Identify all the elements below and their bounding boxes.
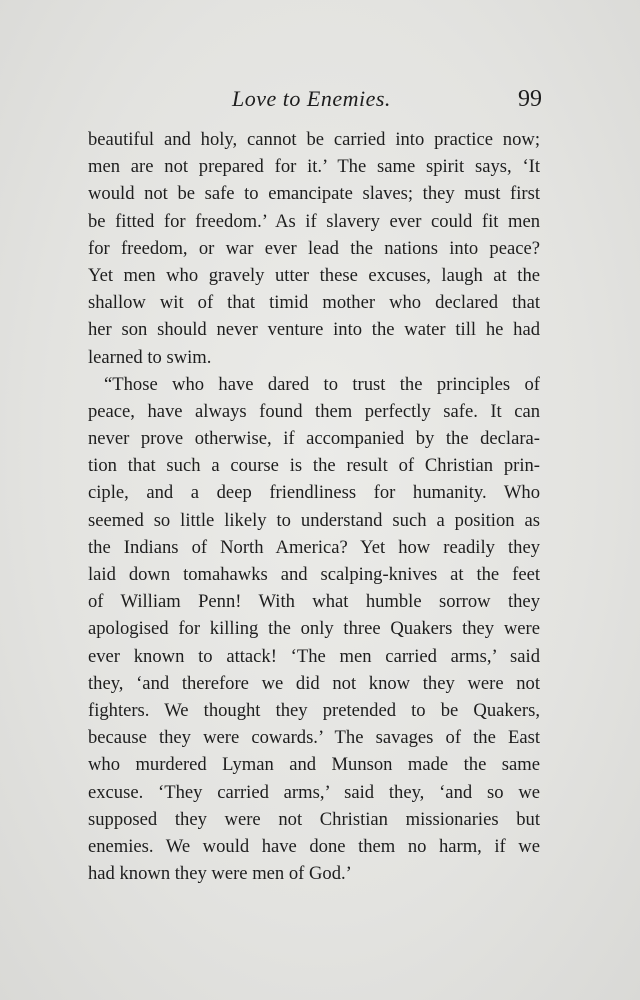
running-head [88, 86, 542, 118]
text-line: never prove otherwise, if accompanied by the declara- [88, 428, 540, 450]
text-line: tion that such a course is the result of Christian prin- [88, 455, 540, 477]
text-line: peace, have always found them perfectly safe. It can [88, 400, 540, 422]
text-line: for freedom, or war ever lead the nations into peace? [88, 237, 540, 259]
text-line: men are not prepared for it.’ The same spirit says, ‘It [88, 156, 540, 178]
text-line: shallow wit of that timid mother who declared that [88, 292, 540, 314]
text-line: ever known to attack! ‘The men carried arms,’ said [88, 645, 540, 667]
text-line: ciple, and a deep friendliness for humanity. Who [88, 482, 540, 504]
text-line: they, ‘and therefore we did not know they were not [88, 672, 540, 694]
text-line: would not be safe to emancipate slaves; they must first [88, 183, 540, 205]
text-line: because they were cowards.’ The savages of the East [88, 727, 540, 749]
text-line: fighters. We thought they pretended to be Quakers, [88, 699, 540, 721]
paragraph-start-line: “Those who have dared to trust the principles of [104, 373, 540, 395]
text-line: supposed they were not Christian missionaries but [88, 808, 540, 830]
text-line: beautiful and holy, cannot be carried into practice now; [88, 129, 540, 150]
text-line: laid down tomahawks and scalping-knives at the feet [88, 564, 540, 585]
text-line: Yet men who gravely utter these excuses, laugh at the [88, 264, 540, 286]
paragraph-end-line: learned to swim. [88, 346, 212, 368]
text-line: of William Penn! With what humble sorrow they [88, 591, 540, 613]
body-text [88, 126, 540, 887]
running-title: Love to Enemies. [232, 86, 391, 111]
text-line: the Indians of North America? Yet how readily they [88, 536, 540, 558]
text-line: enemies. We would have done them no harm, if we [88, 835, 540, 857]
text-line: who murdered Lyman and Munson made the same [88, 754, 540, 776]
page-number: 99 [518, 86, 542, 112]
text-line: seemed so little likely to understand such a position as [88, 509, 540, 531]
text-line: be fitted for freedom.’ As if slavery ever could fit men [88, 210, 540, 232]
text-line: her son should never venture into the water till he had [88, 319, 540, 341]
paragraph-end-line: had known they were men of God.’ [88, 863, 352, 885]
text-line: excuse. ‘They carried arms,’ said they, ‘and so we [88, 781, 540, 803]
text-line: apologised for killing the only three Quakers they were [88, 618, 540, 640]
